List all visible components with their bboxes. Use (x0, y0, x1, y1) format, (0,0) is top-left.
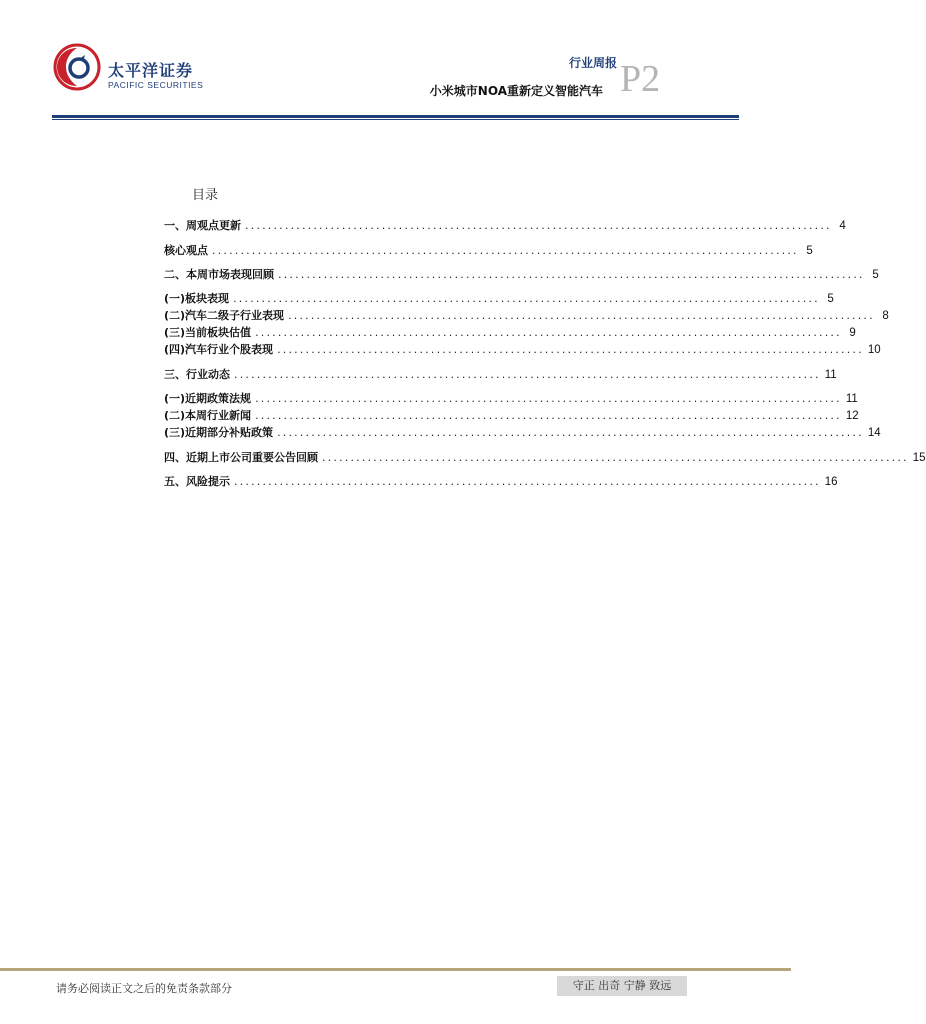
toc-entry-page: 15 (912, 452, 926, 464)
toc-leader-dots: ....................................................................................................... (234, 475, 821, 488)
brand-name-en: PACIFIC SECURITIES (108, 80, 204, 90)
toc-entry-label: (一)近期政策法规 (164, 392, 252, 405)
toc-leader-dots: ....................................................................................................... (255, 409, 842, 422)
company-logo (52, 38, 212, 98)
toc-entry-label: 五、风险提示 (164, 475, 230, 488)
toc-entry[interactable] (164, 290, 834, 306)
page-number: P2 (620, 58, 661, 100)
toc-entry[interactable] (164, 217, 846, 233)
toc-entry-label: 核心观点 (164, 244, 208, 257)
toc-entry-page: 16 (824, 476, 838, 488)
toc-entry-label: (二)汽车二级子行业表现 (164, 309, 285, 322)
toc-entry[interactable] (164, 341, 881, 357)
toc-entry[interactable] (164, 424, 881, 440)
header-divider-thin (52, 119, 739, 120)
toc-entry-label: (三)当前板块估值 (164, 326, 252, 339)
toc-entry-page: 12 (845, 410, 859, 422)
toc-entry-label: 一、周观点更新 (164, 219, 241, 232)
toc-entry-page: 5 (872, 269, 879, 281)
toc-entry[interactable] (164, 266, 879, 282)
toc-entry-page: 11 (824, 369, 837, 381)
footer-disclaimer: 请务必阅读正文之后的免责条款部分 (56, 982, 232, 995)
toc-entry-label: 三、行业动态 (164, 368, 230, 381)
toc-entry[interactable] (164, 407, 859, 423)
toc-entry[interactable] (164, 324, 856, 340)
report-type: 行业周报 (568, 56, 617, 70)
report-title: 小米城市NOA重新定义智能汽车 (429, 84, 603, 98)
toc-leader-dots: ....................................................................................................... (277, 426, 864, 439)
toc-leader-dots: ....................................................................................................... (233, 292, 820, 305)
toc-leader-dots: ....................................................................................................... (322, 451, 909, 464)
toc-entry-label: 四、近期上市公司重要公告回顾 (164, 451, 318, 464)
toc-entry-page: 8 (882, 310, 889, 322)
toc-entry-page: 5 (806, 245, 813, 257)
toc-entry-label: (四)汽车行业个股表现 (164, 343, 274, 356)
toc-leader-dots: ....................................................................................................... (245, 219, 832, 232)
pacific-securities-logo-icon (52, 42, 102, 92)
toc-leader-dots: ....................................................................................................... (255, 392, 842, 405)
toc-entry-label: (三)近期部分补贴政策 (164, 426, 274, 439)
toc-leader-dots: ....................................................................................................... (288, 309, 875, 322)
toc-entry-page: 5 (827, 293, 834, 305)
toc-entry-label: (一)板块表现 (164, 292, 230, 305)
toc-heading: 目录 (192, 188, 219, 203)
header-divider (52, 115, 739, 118)
toc-leader-dots: ....................................................................................................... (212, 244, 799, 257)
toc-leader-dots: ....................................................................................................... (255, 326, 842, 339)
toc-entry-page: 11 (845, 393, 858, 405)
toc-entry[interactable] (164, 307, 889, 323)
toc-leader-dots: ....................................................................................................... (234, 368, 821, 381)
toc-entry[interactable] (164, 242, 813, 258)
toc-entry-page: 14 (867, 427, 881, 439)
toc-entry-page: 4 (839, 220, 846, 232)
toc-entry-label: 二、本周市场表现回顾 (164, 268, 274, 281)
toc-entry-page: 9 (849, 327, 856, 339)
toc-entry-label: (二)本周行业新闻 (164, 409, 252, 422)
toc-leader-dots: ....................................................................................................... (278, 268, 865, 281)
toc-entry[interactable] (164, 390, 858, 406)
brand-name-cn: 太平洋证券 (108, 61, 194, 80)
toc-entry-page: 10 (867, 344, 881, 356)
toc-entry[interactable] (164, 366, 837, 382)
toc-entry[interactable] (164, 473, 838, 489)
toc-entry[interactable] (164, 449, 926, 465)
footer-motto: 守正 出奇 宁静 致远 (557, 976, 687, 996)
footer-divider (0, 968, 791, 971)
toc-leader-dots: ....................................................................................................... (277, 343, 864, 356)
